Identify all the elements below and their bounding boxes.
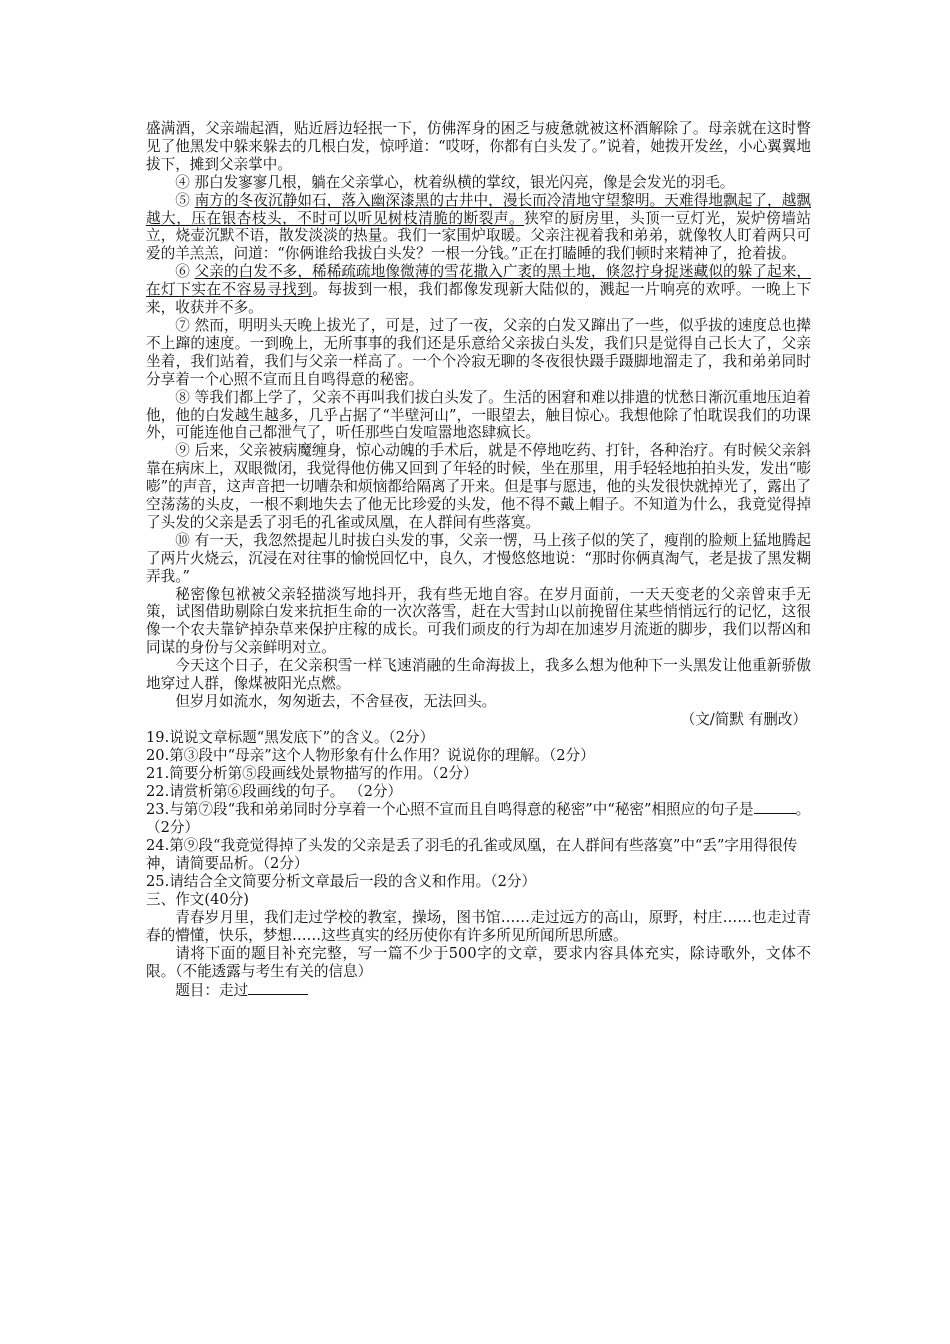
composition-paragraph-2: 请将下面的题目补充完整，写一篇不少于500字的文章，要求内容具体充实，除诗歌外，文体不限。（不能透露与考生有关的信息） [146,944,811,980]
question-25: 25.请结合全文简要分析文章最后一段的含义和作用。（2分） [146,873,537,891]
answer-blank[interactable] [754,800,796,814]
paragraph-text: 狭窄的厨房里，头顶一豆灯光，炭炉傍墙站立，烧壶沉默不语，散发淡淡的热量。我们一家围炉取暖。父亲注视着我和弟弟，就像牧人盯着两只可爱的羊羔羔，问道：“你俩谁给我拔白头发？一根一分钱。”正在打瞌睡的我们顿时来精神了，抢着拔。 [146,209,811,263]
question-24: 24.第⑨段“我竟觉得掉了头发的父亲是丢了羽毛的孔雀或凤凰，在人群间有些落寞”中“丢”字用得很传神，请简要品析。（2分） [146,837,798,873]
question-text: 23.与第⑦段“我和弟弟同时分享着一个心照不宣而且自鸣得意的秘密”中“秘密”相照应的句子是 [146,801,754,819]
composition-title-line [146,981,811,1000]
paragraph-number: ⑤ [175,191,195,209]
article-paragraph-9: ⑨ 后来，父亲被病魔缠身，惊心动魄的手术后，就是不停地吃药、打针，各种治疗。有时候父亲斜靠在病床上，双眼微闭，我觉得他仿佛又回到了年轻的时候，坐在那里，用手轻轻地拍拍头发，发出“嘭嘭”的声音，这声音把一切嘈杂和烦恼都给隔离了开来。但是事与愿违，他的头发很快就掉光了，露出了空荡荡的头皮，一根不剩地失去了他无比珍爱的头发，他不得不戴上帽子。不知道为什么，我竟觉得掉了头发的父亲是丢了羽毛的孔雀或凤凰，在人群间有些落寞。 [146,442,811,531]
composition-paragraph-1: 青春岁月里，我们走过学校的教室，操场，图书馆……走过远方的高山，原野，村庄……也走过青春的懵懂，快乐，梦想……这些真实的经历使你有许多所见所闻所思所感。 [146,908,811,944]
composition-heading: 三、作文(40分) [146,890,249,908]
article-paragraph-13: 但岁月如流水，匆匆逝去，不舍昼夜，无法回头。 [175,693,497,710]
article-source: （文/简默 有删改） [680,710,807,728]
title-blank[interactable] [248,981,308,995]
article-paragraph-7: ⑦ 然而，明明头天晚上拔光了，可是，过了一夜，父亲的白发又蹿出了一些，似乎拔的速度总也撵不上蹿的速度。一到晚上，无所事事的我们还是乐意给父亲拔白头发，我们只是觉得自己长大了，父亲坐着，我们站着，我们与父亲一样高了。一个个冷寂无聊的冬夜很快蹑手蹑脚地溜走了，我和弟弟同时分享着一个心照不宣而且自鸣得意的秘密。 [146,316,811,388]
composition-title-prefix: 题目：走过 [175,981,249,999]
exam-page [146,120,811,999]
underlined-sentence-6: 父亲的白发不多，稀稀疏疏地像微薄的雪花撒入广袤的黑土地，倏忽拧身捉迷藏似的躲了起来，在灯下实在不容易寻找到 [146,263,811,299]
article-paragraph-4: ④ 那白发寥寥几根，躺在父亲掌心，枕着纵横的掌纹，银光闪亮，像是会发光的羽毛。 [175,173,735,191]
article-paragraph-11: 秘密像包袱被父亲轻描淡写地抖开，我有些无地自容。在岁月面前，一天天变老的父亲曾束手无策，试图借助剔除白发来抗拒生命的一次次落雪，赶在大雪封山以前挽留住某些悄悄远行的记忆，这很像一个农夫靠铲掉杂草来保护庄稼的成长。可我们顽皮的行为却在加速岁月流逝的脚步，我们以帮凶和同谋的身份与父亲鲜明对立。 [146,585,811,657]
question-22: 22.请赏析第⑥段画线的句子。 （2分） [146,782,403,800]
question-21: 21.简要分析第⑤段画线处景物描写的作用。（2分） [146,764,478,782]
article-paragraph-intro: 盛满酒，父亲端起酒，贴近唇边轻抿一下，仿佛浑身的困乏与疲惫就被这杯酒解除了。母亲就在这时瞥见了他黑发中躲来躲去的几根白发，惊呼道：“哎呀，你都有白头发了。”说着，她拨开发丝，小心翼翼地拔下，摊到父亲掌中。 [146,120,811,173]
underlined-sentence-5: 南方的冬夜沉静如石，落入幽深漆黑的古井中，漫长而冷清地守望黎明。天难得地飘起了，越飘越大，压在银杏枝头，不时可以听见树枝清脆的断裂声。 [146,191,811,227]
paragraph-text: 。每拔到一根，我们都像发现新大陆似的，溅起一片响亮的欢呼。一晚上下来，收获并不多。 [146,281,811,317]
article-paragraph-8: ⑧ 等我们都上学了，父亲不再叫我们拔白头发了。生活的困窘和难以排遣的忧愁日渐沉重地压迫着他，他的白发越生越多，几乎占据了“半壁河山”，一眼望去，触目惊心。我想他除了怕耽误我们的功课外，可能连他自己都泄气了，听任那些白发喧嚣地恣肆疯长。 [146,388,811,442]
question-23 [146,800,811,837]
article-paragraph-5 [146,192,811,264]
question-19: 19.说说文章标题“黑发底下”的含义。（2分） [146,728,435,746]
article-paragraph-10: ⑩ 有一天，我忽然提起儿时拔白头发的事，父亲一愣，马上孩子似的笑了，瘦削的脸颊上猛地腾起了两片火烧云，沉浸在对往事的愉悦回忆中，良久，才慢悠悠地说：“那时你俩真淘气，老是拔了黑发糊弄我。” [146,531,811,585]
paragraph-number: ⑥ [175,263,195,281]
article-paragraph-12: 今天这个日子，在父亲积雪一样飞速消融的生命海拔上，我多么想为他种下一头黑发让他重新骄傲地穿过人群，像煤被阳光点燃。 [146,657,811,693]
question-20: 20.第③段中“母亲”这个人物形象有什么作用？说说你的理解。（2分） [146,746,595,764]
question-score: 。（2分） [146,801,811,837]
article-paragraph-6 [146,263,811,317]
